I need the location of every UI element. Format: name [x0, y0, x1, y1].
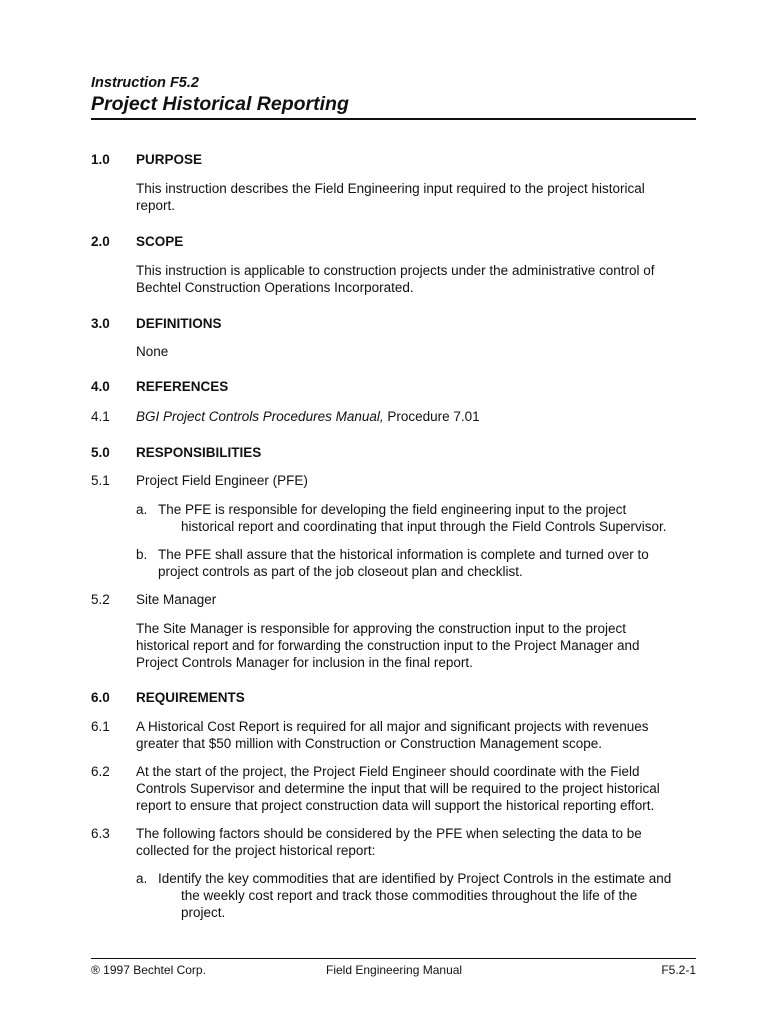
list-letter: a.: [136, 502, 148, 517]
footer-divider: [91, 958, 696, 959]
reference-manual-title: BGI Project Controls Procedures Manual,: [136, 409, 384, 424]
section-title-scope: SCOPE: [136, 234, 184, 249]
requirement-line: report to ensure that project construction data will support the historical reporting effort.: [136, 798, 655, 813]
requirement-line: The following factors should be considered by the PFE when selecting the data to be: [136, 826, 642, 841]
section-number-responsibilities: 5.0: [91, 445, 110, 460]
reference-text: [136, 408, 696, 425]
list-line: The PFE shall assure that the historical information is complete and turned over to: [158, 547, 649, 562]
scope-line: Bechtel Construction Operations Incorporated.: [136, 280, 414, 295]
list-line: project controls as part of the job closeout plan and checklist.: [158, 564, 523, 579]
list-line: historical report and coordinating that input through the Field Controls Supervisor.: [181, 519, 667, 534]
requirement-line: A Historical Cost Report is required for all major and significant projects with revenues: [136, 719, 649, 734]
subsection-number-5-1: 5.1: [91, 473, 110, 488]
requirement-line: Controls Supervisor and determine the input that will be required to the project historical: [136, 781, 660, 796]
instruction-number: Instruction F5.2: [91, 75, 199, 91]
scope-line: This instruction is applicable to construction projects under the administrative control of: [136, 263, 655, 278]
definitions-text: None: [136, 344, 169, 359]
reference-number: 4.1: [91, 409, 110, 424]
purpose-line: report.: [136, 198, 176, 213]
list-line: Identify the key commodities that are identified by Project Controls in the estimate and: [158, 871, 672, 886]
header-divider: [91, 118, 696, 120]
requirement-6-2-text: [136, 763, 696, 814]
section-title-responsibilities: RESPONSIBILITIES: [136, 445, 262, 460]
subsection-number-6-1: 6.1: [91, 719, 110, 734]
section-title-requirements: REQUIREMENTS: [136, 690, 245, 705]
purpose-line: This instruction describes the Field Engineering input required to the project historical: [136, 181, 645, 196]
subsection-number-6-3: 6.3: [91, 826, 110, 841]
list-letter: b.: [136, 547, 148, 562]
reference-procedure: Procedure 7.01: [383, 409, 480, 424]
section-title-purpose: PURPOSE: [136, 152, 203, 167]
list-line: the weekly cost report and track those commodities throughout the life of the: [181, 888, 638, 903]
purpose-text: [136, 180, 696, 214]
list-line: The PFE is responsible for developing the field engineering input to the project: [158, 502, 627, 517]
footer-copyright: ® 1997 Bechtel Corp.: [91, 963, 206, 977]
section-number-purpose: 1.0: [91, 152, 110, 167]
page-title: Project Historical Reporting: [91, 93, 349, 115]
subsection-title-pfe: Project Field Engineer (PFE): [136, 473, 308, 488]
section-number-definitions: 3.0: [91, 316, 110, 331]
section-title-definitions: DEFINITIONS: [136, 316, 222, 331]
section-number-requirements: 6.0: [91, 690, 110, 705]
scope-text: [136, 262, 696, 296]
requirement-6-3-text: [136, 825, 696, 859]
subsection-title-site-manager: Site Manager: [136, 592, 217, 607]
section-title-references: REFERENCES: [136, 379, 229, 394]
subsection-number-6-2: 6.2: [91, 764, 110, 779]
requirement-line: At the start of the project, the Project Field Engineer should coordinate with the Field: [136, 764, 640, 779]
requirement-6-1-text: [136, 718, 696, 752]
site-manager-line: Project Controls Manager for inclusion in the final report.: [136, 655, 473, 670]
requirement-line: collected for the project historical report:: [136, 843, 376, 858]
footer-page-number: F5.2-1: [661, 963, 696, 977]
section-number-references: 4.0: [91, 379, 110, 394]
section-number-scope: 2.0: [91, 234, 110, 249]
list-line: project.: [181, 905, 226, 920]
site-manager-line: The Site Manager is responsible for approving the construction input to the project: [136, 621, 627, 636]
site-manager-line: historical report and for forwarding the construction input to the Project Manager and: [136, 638, 640, 653]
footer-manual-name: Field Engineering Manual: [326, 963, 463, 977]
subsection-number-5-2: 5.2: [91, 592, 110, 607]
requirement-line: greater that $50 million with Construction or Construction Management scope.: [136, 736, 602, 751]
list-letter: a.: [136, 871, 148, 886]
site-manager-text: [136, 620, 696, 671]
